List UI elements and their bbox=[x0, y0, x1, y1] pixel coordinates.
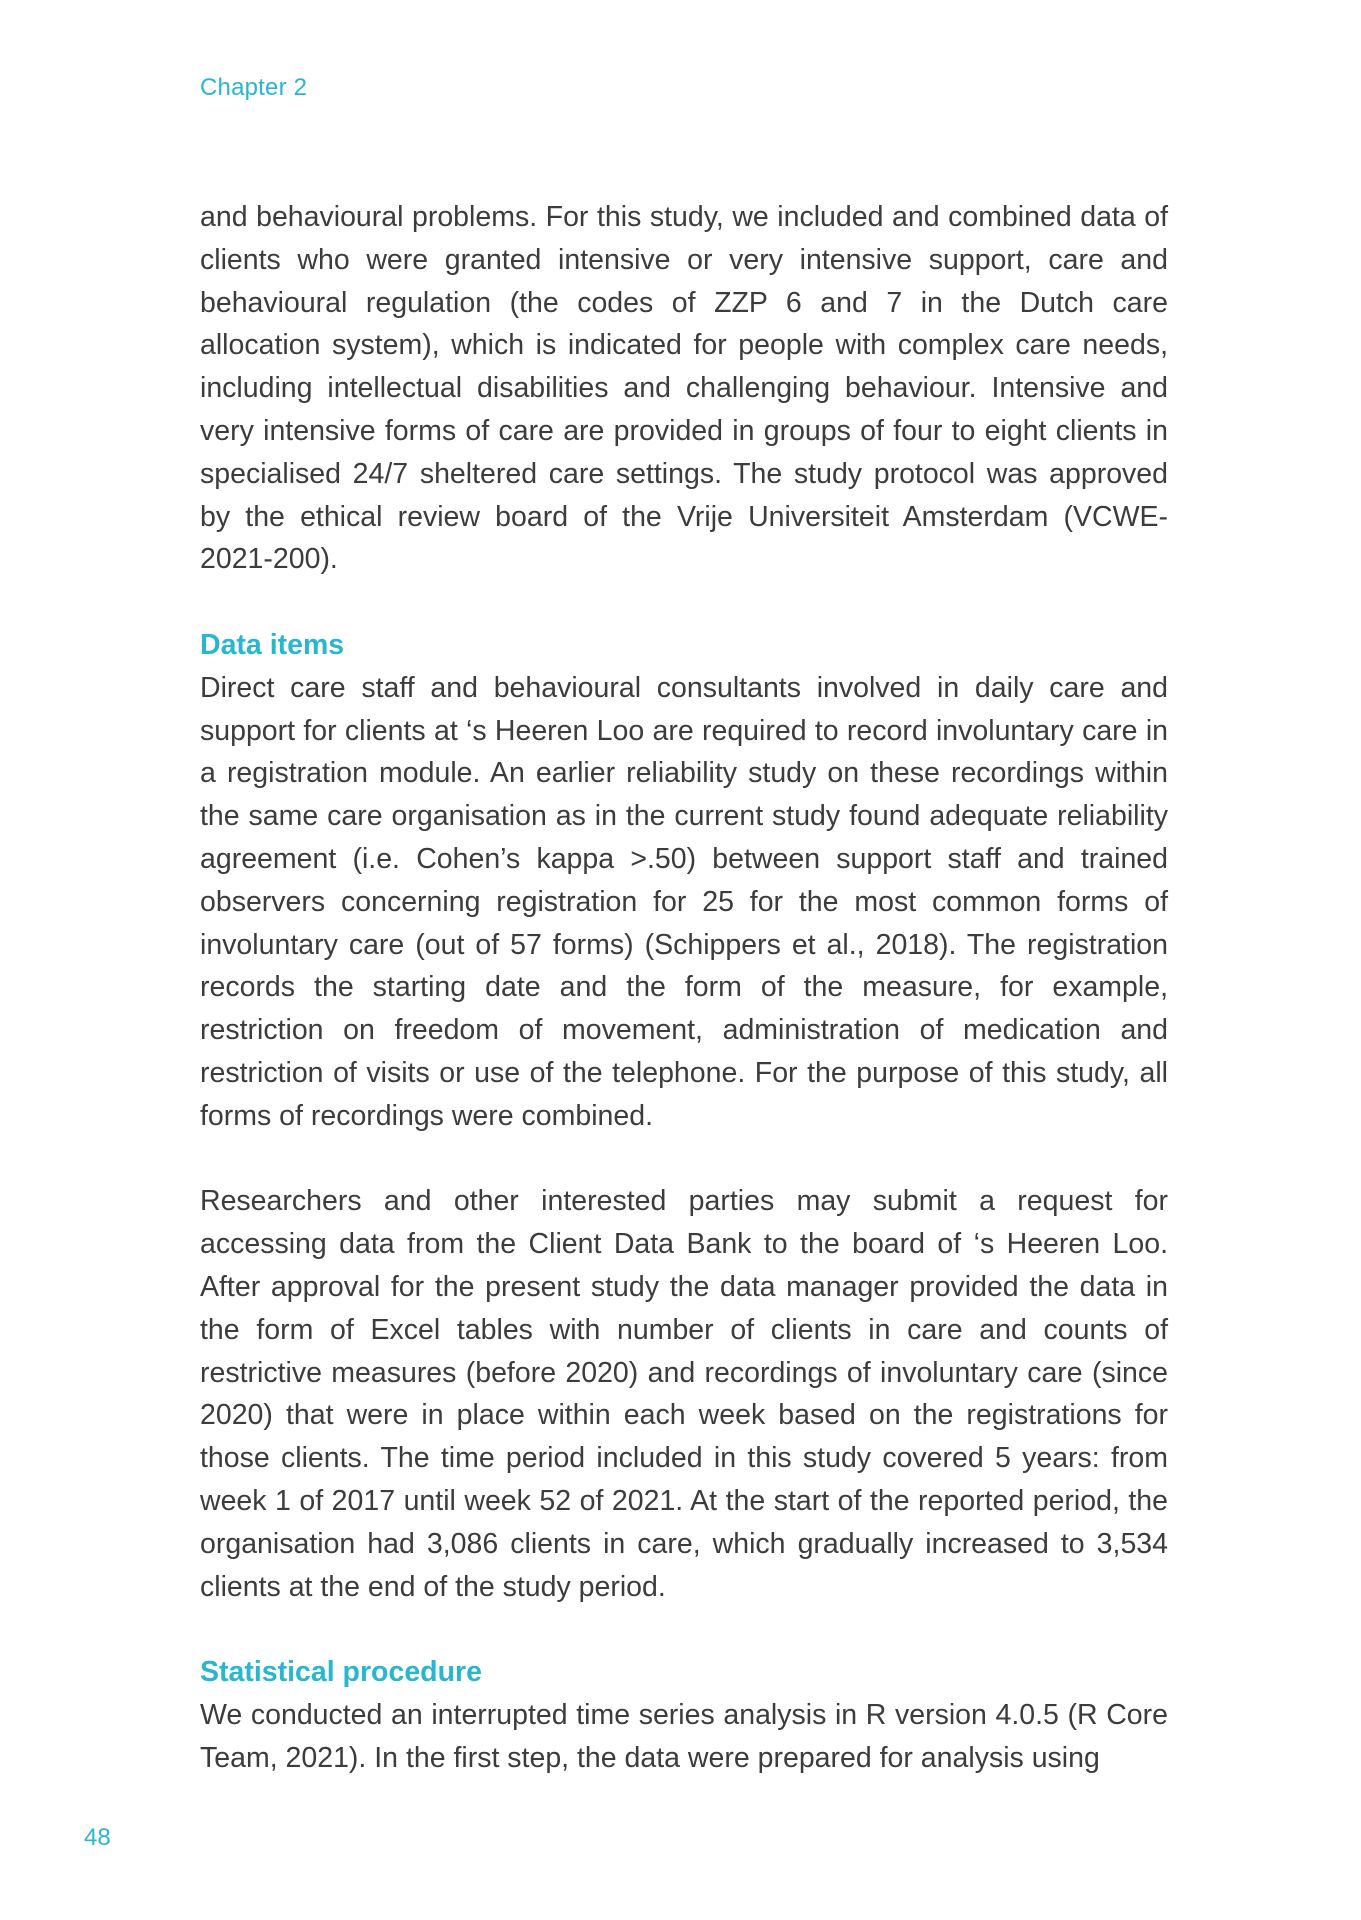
chapter-label: Chapter 2 bbox=[200, 74, 308, 101]
statistical-procedure-heading: Statistical procedure bbox=[200, 1656, 482, 1689]
paragraph-spacer bbox=[200, 1138, 1168, 1181]
data-items-heading: Data items bbox=[200, 628, 345, 661]
paragraph-spacer bbox=[200, 581, 1168, 624]
paragraph-spacer bbox=[200, 1608, 1168, 1651]
page-body bbox=[200, 196, 1168, 1779]
intro-paragraph: and behavioural problems. For this study, we included and combined data of clients who were granted intensive or very intensive support, care and behavioural regulation (the codes of ZZP 6 and 7 in the Dutch care allocation system), which is indicated for people with complex care needs, including intellectual disabilities and challenging behaviour. Intensive and very intensive forms of care are provided in groups of four to eight clients in specialised 24/7 sheltered care settings. The study protocol was approved by the ethical review board of the Vrije Universiteit Amsterdam (VCWE-2021-200). bbox=[200, 201, 1168, 576]
data-items-paragraph-2: Researchers and other interested parties may submit a request for accessing data from the Client Data Bank to the board of ‘s Heeren Loo. After approval for the present study the data manager provided the data in the form of Excel tables with number of clients in care and counts of restrictive measures (before 2020) and recordings of involuntary care (since 2020) that were in place within each week based on the registrations for those clients. The time period included in this study covered 5 years: from week 1 of 2017 until week 52 of 2021. At the start of the reported period, the organisation had 3,086 clients in care, which gradually increased to 3,534 clients at the end of the study period. bbox=[200, 1185, 1168, 1603]
page-number: 48 bbox=[84, 1824, 111, 1851]
data-items-paragraph-1: Direct care staff and behavioural consultants involved in daily care and support for clients at ‘s Heeren Loo are required to record involuntary care in a registration module. An earlier reliability study on these recordings within the same care organisation as in the current study found adequate reliability agreement (i.e. Cohen’s kappa >.50) between support staff and trained observers concerning registration for 25 for the most common forms of involuntary care (out of 57 forms) (Schippers et al., 2018). The registration records the starting date and the form of the measure, for example, restriction on freedom of movement, administration of medication and restriction of visits or use of the telephone. For the purpose of this study, all forms of recordings were combined. bbox=[200, 671, 1168, 1132]
statistical-procedure-paragraph: We conducted an interrupted time series analysis in R version 4.0.5 (R Core Team, 2021). In the first step, the data were prepared for analysis using bbox=[200, 1698, 1168, 1774]
